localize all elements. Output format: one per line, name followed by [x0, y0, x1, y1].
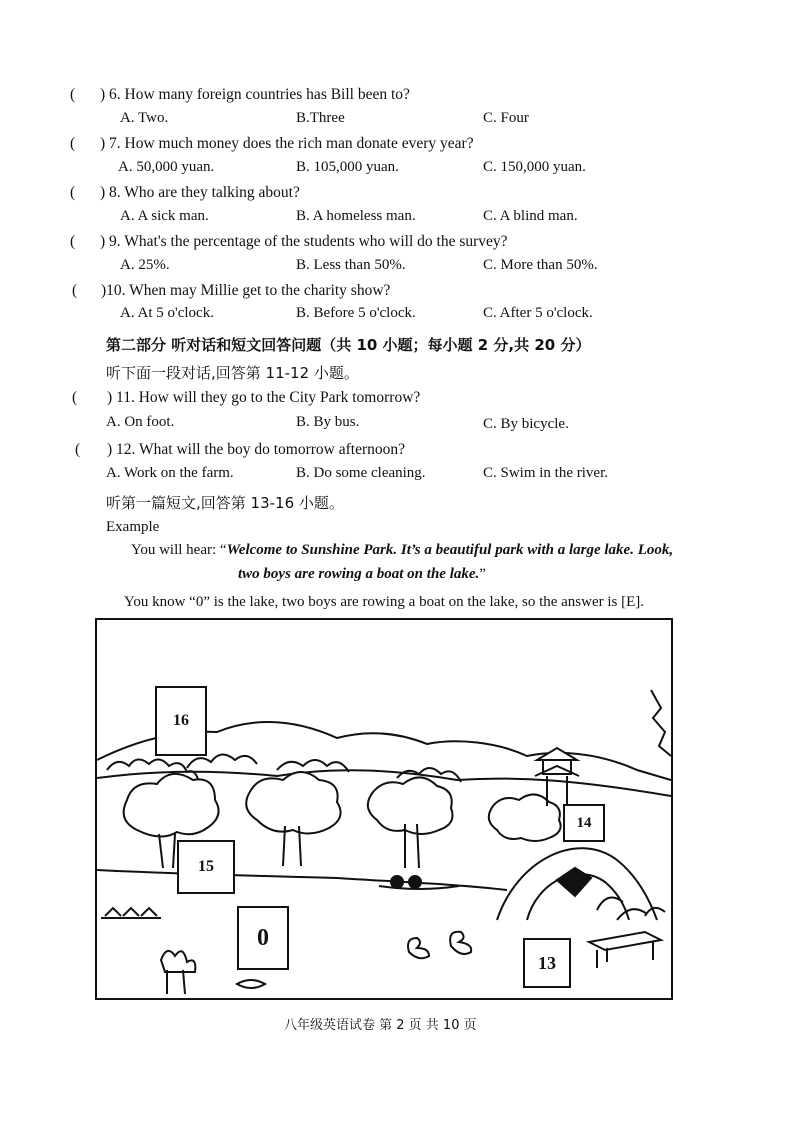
question-text: )10. When may Millie get to the charity show?: [101, 282, 391, 299]
tree-trunk: [159, 834, 175, 868]
option-c[interactable]: C. By bicycle.: [483, 416, 569, 432]
park-picture: [95, 618, 673, 1000]
option-a[interactable]: A. Work on the farm.: [106, 465, 234, 481]
option-b[interactable]: B. Before 5 o'clock.: [296, 305, 416, 321]
bridge-arch-shadow: [557, 868, 591, 896]
option-c[interactable]: C. Four: [483, 110, 529, 126]
tree-trunk: [283, 826, 301, 866]
tree: [124, 774, 219, 837]
option-a[interactable]: A. 50,000 yuan.: [118, 159, 215, 175]
people-group: [101, 908, 161, 918]
question-text: ) 11. How will they go to the City Park tomorrow?: [107, 389, 421, 406]
option-a[interactable]: A. On foot.: [106, 414, 175, 430]
you-know-sentence: You know “0” is the lake, two boys are rowing a boat on the lake, so the answer is [E].: [124, 594, 645, 610]
answer-paren[interactable]: (: [70, 135, 76, 152]
bench: [589, 932, 661, 968]
quote-close: ”: [479, 566, 486, 582]
option-b[interactable]: B. Do some cleaning.: [296, 465, 426, 481]
option-a[interactable]: A. 25%.: [120, 257, 170, 273]
tree: [368, 777, 453, 834]
option-b[interactable]: B. Less than 50%.: [296, 257, 406, 273]
answer-paren[interactable]: (: [70, 86, 76, 103]
option-b[interactable]: B.Three: [296, 110, 345, 126]
question-text: ) 9. What's the percentage of the students who will do the survey?: [100, 233, 508, 250]
tree: [246, 772, 340, 834]
option-c[interactable]: C. A blind man.: [483, 208, 578, 224]
quote-text-2: two boys are rowing a boat on the lake.: [238, 566, 480, 582]
label-box-14: 14: [563, 804, 605, 842]
part2-heading: 第二部分 听对话和短文回答问题（共 10 小题；每小题 2 分,共 20 分）: [106, 336, 591, 354]
you-will-hear: You will hear: “: [131, 542, 227, 558]
answer-paren[interactable]: (: [70, 184, 76, 201]
question-text: ) 8. Who are they talking about?: [100, 184, 300, 201]
boy-head: [391, 876, 403, 888]
option-a[interactable]: A. Two.: [120, 110, 169, 126]
quote-text-1: Welcome to Sunshine Park. It’s a beautiful park with a large lake. Look,: [226, 542, 674, 558]
option-c[interactable]: C. After 5 o'clock.: [483, 305, 593, 321]
option-c[interactable]: C. More than 50%.: [483, 257, 598, 273]
duck: [450, 932, 471, 954]
option-c[interactable]: C. 150,000 yuan.: [483, 159, 586, 175]
duck: [408, 938, 429, 958]
example-label: Example: [106, 519, 160, 535]
option-b[interactable]: B. A homeless man.: [296, 208, 416, 224]
label-box-13: 13: [523, 938, 571, 988]
question-text: ) 6. How many foreign countries has Bill been to?: [100, 86, 410, 103]
option-a[interactable]: A. At 5 o'clock.: [120, 305, 214, 321]
tree: [489, 794, 561, 841]
tree-clump: [187, 754, 257, 768]
question-text: ) 12. What will the boy do tomorrow afternoon?: [107, 441, 406, 458]
label-box-0: 0: [237, 906, 289, 970]
boy-head: [409, 876, 421, 888]
lotus: [161, 951, 195, 994]
passage-intro: 听第一篇短文,回答第 13-16 小题。: [106, 494, 344, 512]
option-b[interactable]: B. By bus.: [296, 414, 360, 430]
example-quote-line2: [238, 566, 486, 583]
dialogue-intro: 听下面一段对话,回答第 11-12 小题。: [106, 364, 359, 382]
option-c[interactable]: C. Swim in the river.: [483, 465, 608, 481]
answer-paren[interactable]: (: [70, 233, 76, 250]
example-quote-line1: [131, 542, 673, 559]
option-a[interactable]: A. A sick man.: [120, 208, 209, 224]
page-footer: 八年级英语试卷 第 2 页 共 10 页: [284, 1018, 477, 1033]
answer-paren[interactable]: (: [72, 282, 78, 299]
answer-paren[interactable]: (: [75, 441, 81, 458]
lily-pad: [237, 980, 265, 988]
cliff: [651, 690, 671, 756]
answer-paren[interactable]: (: [72, 389, 78, 406]
label-box-15: 15: [177, 840, 235, 894]
question-text: ) 7. How much money does the rich man donate every year?: [100, 135, 474, 152]
option-b[interactable]: B. 105,000 yuan.: [296, 159, 399, 175]
label-box-16: 16: [155, 686, 207, 756]
